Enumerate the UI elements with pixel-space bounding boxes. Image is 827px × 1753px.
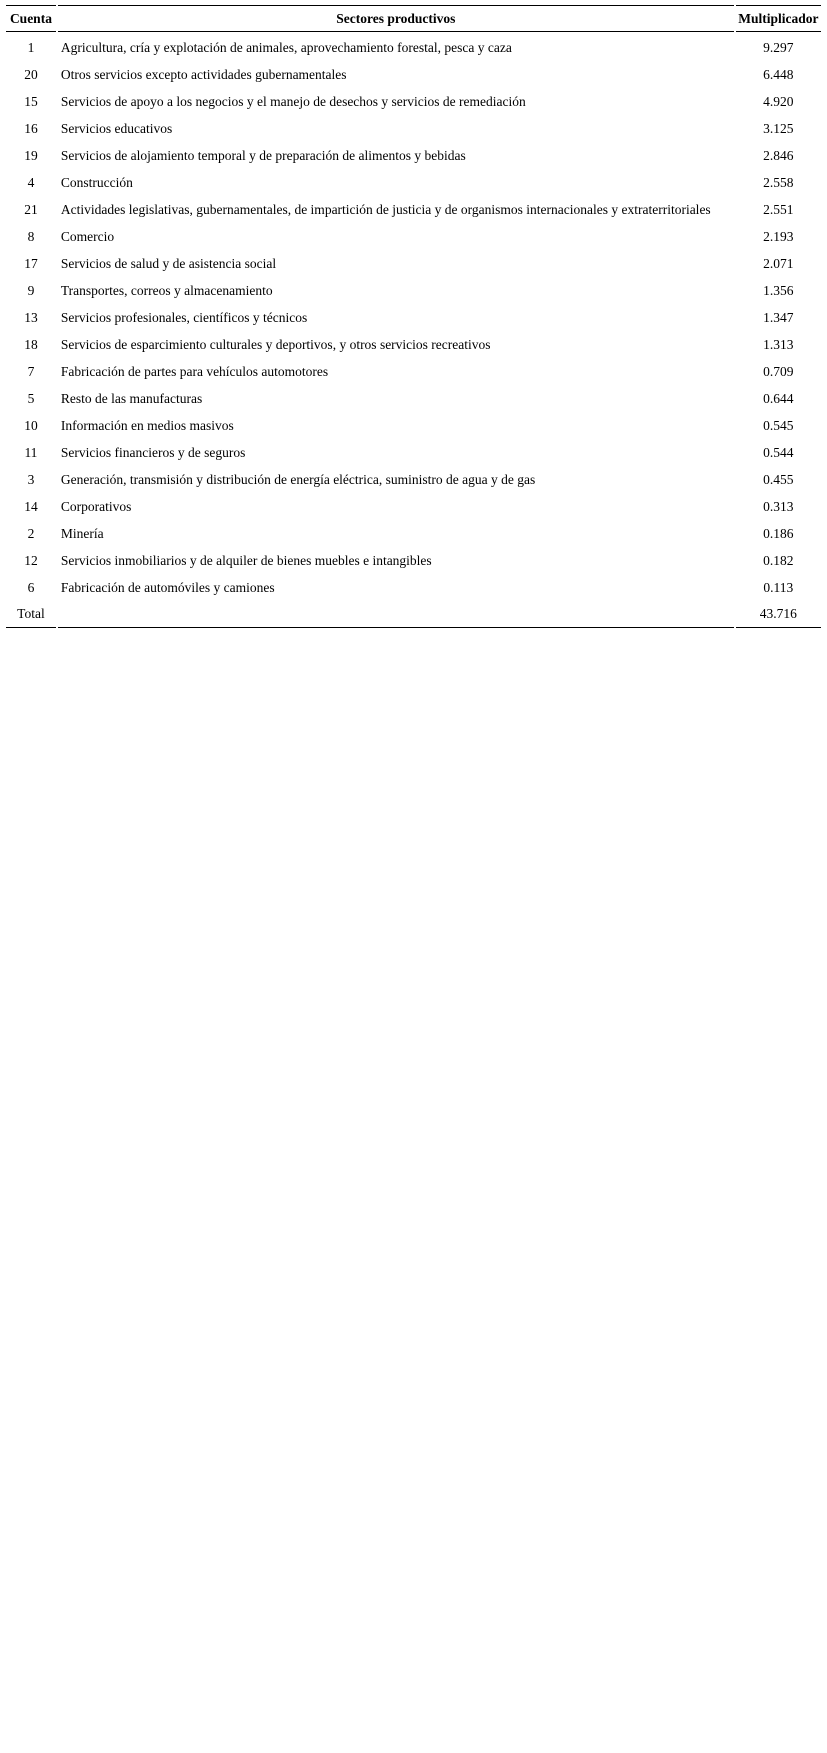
table-row: [6, 520, 821, 547]
cuenta-cell: 4: [27, 174, 35, 190]
multiplier-table: [4, 5, 823, 628]
table-row: [6, 385, 821, 412]
multiplicador-cell: 9.297: [763, 39, 794, 55]
total-label: Total: [6, 601, 56, 628]
multiplicador-cell: 0.313: [763, 498, 794, 514]
cuenta-cell: 2: [27, 525, 35, 541]
table-row: [6, 574, 821, 601]
multiplicador-cell: 3.125: [763, 120, 794, 136]
sector-cell: Transportes, correos y almacenamiento: [60, 282, 273, 298]
sector-cell: Servicios de apoyo a los negocios y el manejo de desechos y servicios de remediación: [60, 93, 526, 109]
sector-cell: Servicios profesionales, científicos y técnicos: [60, 309, 308, 325]
table-row: [6, 142, 821, 169]
sector-cell: Construcción: [60, 174, 133, 190]
table-body: [6, 32, 821, 628]
multiplicador-cell: 1.356: [763, 282, 794, 298]
multiplicador-cell: 2.193: [763, 228, 794, 244]
table-row: [6, 223, 821, 250]
cuenta-cell: 1: [27, 39, 35, 55]
cuenta-cell: 3: [27, 471, 35, 487]
cuenta-cell: 5: [27, 390, 35, 406]
sector-cell: Agricultura, cría y explotación de animales, aprovechamiento forestal, pesca y caza: [60, 39, 512, 55]
multiplicador-cell: 2.558: [763, 174, 794, 190]
multiplicador-cell: 6.448: [763, 66, 794, 82]
cuenta-cell: 6: [27, 579, 35, 595]
total-sector-cell: [58, 601, 734, 628]
cuenta-cell: 18: [24, 336, 38, 352]
table-row: [6, 250, 821, 277]
multiplicador-cell: 0.644: [763, 390, 794, 406]
multiplicador-cell: 0.544: [763, 444, 794, 460]
table-row: [6, 493, 821, 520]
cuenta-cell: 11: [24, 444, 38, 460]
multiplicador-cell: 2.551: [763, 201, 794, 217]
header-multiplicador: Multiplicador: [736, 5, 821, 32]
sector-cell: Comercio: [60, 228, 115, 244]
sector-cell: Servicios financieros y de seguros: [60, 444, 246, 460]
cuenta-cell: 19: [24, 147, 38, 163]
sector-cell: Servicios de salud y de asistencia social: [60, 255, 277, 271]
table-row: [6, 412, 821, 439]
header-sectores-productivos: Sectores productivos: [58, 5, 734, 32]
total-multiplicador: 43.716: [736, 601, 821, 628]
cuenta-cell: 12: [24, 552, 38, 568]
sector-cell: Servicios educativos: [60, 120, 173, 136]
multiplicador-cell: 0.113: [763, 579, 794, 595]
table-row: [6, 169, 821, 196]
cuenta-cell: 17: [24, 255, 38, 271]
multiplicador-cell: 1.347: [763, 309, 794, 325]
cuenta-cell: 16: [24, 120, 38, 136]
multiplicador-cell: 0.709: [763, 363, 794, 379]
table-row: [6, 466, 821, 493]
table-row: [6, 304, 821, 331]
cuenta-cell: 15: [24, 93, 38, 109]
sector-cell: Resto de las manufacturas: [60, 390, 203, 406]
cuenta-cell: 20: [24, 66, 38, 82]
multiplicador-cell: 0.186: [763, 525, 794, 541]
multiplicador-cell: 0.455: [763, 471, 794, 487]
cuenta-cell: 14: [24, 498, 38, 514]
table-row: [6, 331, 821, 358]
sector-cell: Otros servicios excepto actividades gubernamentales: [60, 66, 347, 82]
table-row: [6, 88, 821, 115]
table-row: [6, 547, 821, 574]
multiplicador-cell: 0.182: [763, 552, 794, 568]
table-total-row: [6, 601, 821, 628]
table-row: [6, 196, 821, 223]
multiplicador-cell: 2.071: [763, 255, 794, 271]
table-row: [6, 61, 821, 88]
cuenta-cell: 7: [27, 363, 35, 379]
sector-cell: Fabricación de automóviles y camiones: [60, 579, 275, 595]
multiplicador-cell: 0.545: [763, 417, 794, 433]
table-row: [6, 277, 821, 304]
header-cuenta: Cuenta: [6, 5, 56, 32]
sector-cell: Fabricación de partes para vehículos automotores: [60, 363, 329, 379]
multiplicador-cell: 1.313: [763, 336, 794, 352]
cuenta-cell: 21: [24, 201, 38, 217]
sector-cell: Servicios inmobiliarios y de alquiler de bienes muebles e intangibles: [60, 552, 432, 568]
table-row: [6, 32, 821, 61]
multiplicador-cell: 4.920: [763, 93, 794, 109]
multiplicador-cell: 2.846: [763, 147, 794, 163]
sector-cell: Corporativos: [60, 498, 132, 514]
cuenta-cell: 8: [27, 228, 35, 244]
sector-cell: Minería: [60, 525, 104, 541]
table-row: [6, 115, 821, 142]
sector-cell: Información en medios masivos: [60, 417, 234, 433]
table-row: [6, 439, 821, 466]
cuenta-cell: 9: [27, 282, 35, 298]
sector-cell: Actividades legislativas, gubernamentales, de impartición de justicia y de organismos internacionales y extraterritoriales: [60, 201, 711, 217]
cuenta-cell: 10: [24, 417, 38, 433]
table-header-row: [6, 5, 821, 32]
sector-cell: Servicios de alojamiento temporal y de preparación de alimentos y bebidas: [60, 147, 466, 163]
sector-cell: Servicios de esparcimiento culturales y deportivos, y otros servicios recreativos: [60, 336, 491, 352]
table-row: [6, 358, 821, 385]
sector-cell: Generación, transmisión y distribución de energía eléctrica, suministro de agua y de gas: [60, 471, 536, 487]
cuenta-cell: 13: [24, 309, 38, 325]
